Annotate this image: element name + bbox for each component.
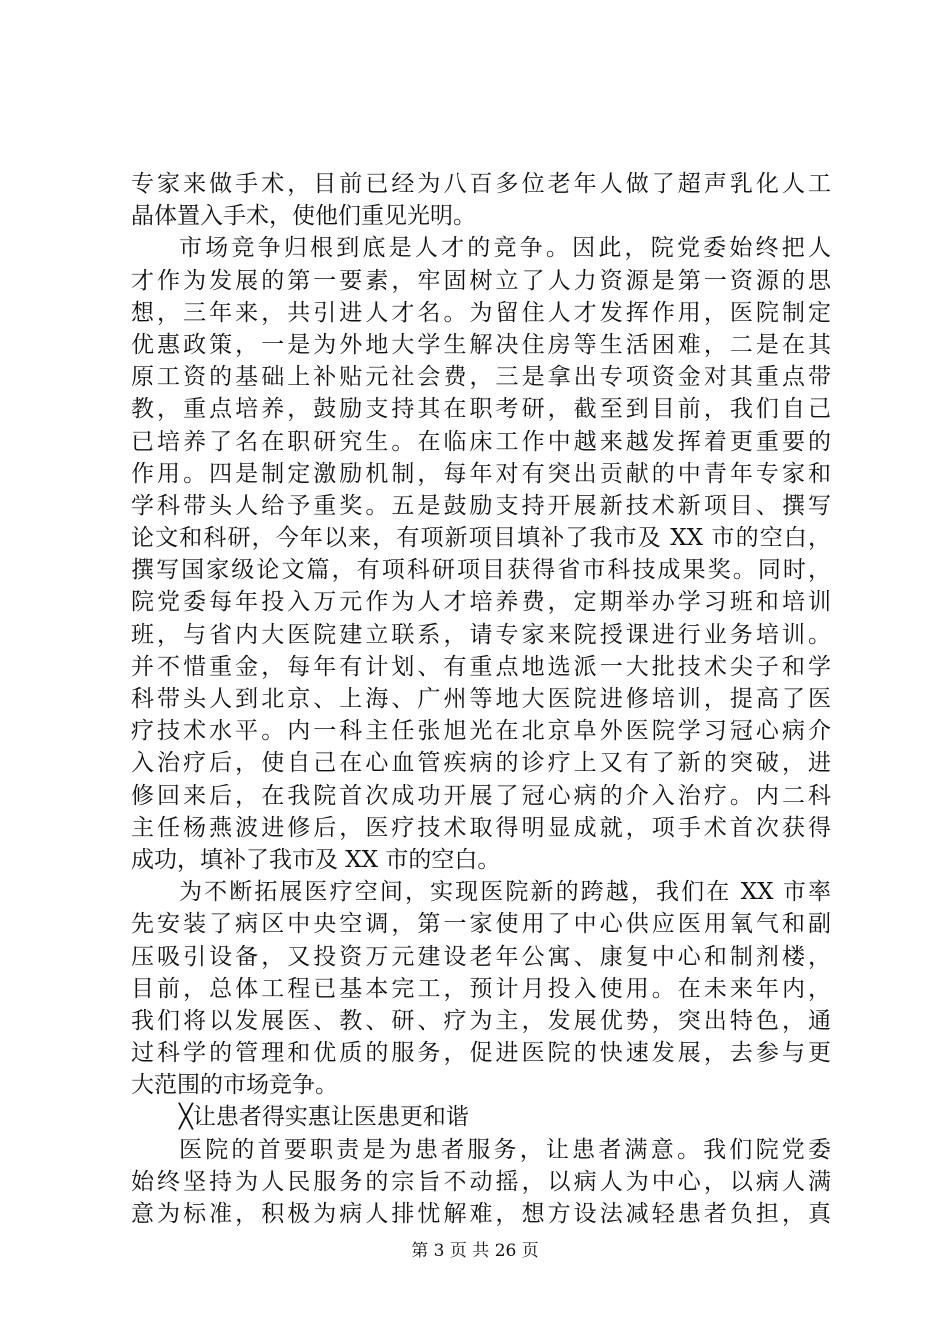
text-line: 先安装了病区中央空调，第一家使用了中心供应医用氧气和副 — [131, 911, 831, 938]
text-line: 我们将以发展医、教、研、疗为主，发展优势，突出特色，通 — [131, 1007, 831, 1034]
text-line: 作用。四是制定激励机制，每年对有突出贡献的中青年专家和 — [131, 460, 831, 487]
text-line: 入治疗后，使自己在心血管疾病的诊疗上又有了新的突破，进 — [131, 750, 831, 777]
document-body — [131, 168, 831, 1230]
text-line: 过科学的管理和优质的服务，促进医院的快速发展，去参与更 — [131, 1040, 831, 1067]
text-line: 晶体置入手术，使他们重见光明。 — [131, 203, 476, 230]
text-line: 目前，总体工程已基本完工，预计月投入使用。在未来年内， — [131, 975, 831, 1002]
text-line: ╳让患者得实惠让医患更和谐 — [179, 1104, 469, 1131]
text-line: 才作为发展的第一要素，牢固树立了人力资源是第一资源的思 — [131, 267, 831, 294]
text-line: 已培养了名在职研究生。在临床工作中越来越发挥着更重要的 — [131, 428, 831, 455]
text-line: 修回来后，在我院首次成功开展了冠心病的介入治疗。内二科 — [131, 782, 831, 809]
text-line: 原工资的基础上补贴元社会费，三是拿出专项资金对其重点带 — [131, 364, 831, 391]
text-line: 疗技术水平。内一科主任张旭光在北京阜外医院学习冠心病介 — [131, 718, 831, 745]
text-line: 教，重点培养，鼓励支持其在职考研，截至到目前，我们自己 — [131, 396, 831, 423]
text-line: 专家来做手术，目前已经为八百多位老年人做了超声乳化人工 — [131, 171, 831, 197]
text-line: 成功，填补了我市及 XX 市的空白。 — [131, 846, 501, 873]
text-line: 论文和科研，今年以来，有项新项目填补了我市及 XX 市的空白， — [131, 525, 831, 552]
text-line: 想，三年来，共引进人才名。为留住人才发挥作用，医院制定 — [131, 299, 831, 326]
text-line: 医院的首要职责是为患者服务，让患者满意。我们院党委 — [179, 1136, 831, 1163]
text-line: 为不断拓展医疗空间，实现医院新的跨越，我们在 XX 市率 — [179, 879, 831, 906]
text-line: 优惠政策，一是为外地大学生解决住房等生活困难，二是在其 — [131, 331, 831, 358]
text-line: 班，与省内大医院建立联系，请专家来院授课进行业务培训。 — [131, 621, 831, 648]
text-line: 撰写国家级论文篇，有项科研项目获得省市科技成果奖。同时， — [131, 557, 831, 584]
text-line: 科带头人到北京、上海、广州等地大医院进修培训，提高了医 — [131, 686, 831, 712]
text-line: 并不惜重金，每年有计划、有重点地选派一大批技术尖子和学 — [131, 653, 831, 680]
text-line: 大范围的市场竞争。 — [131, 1072, 338, 1099]
page-footer: 第 3 页 共 26 页 — [411, 1241, 539, 1261]
text-line: 压吸引设备，又投资万元建设老年公寓、康复中心和制剂楼， — [131, 943, 831, 970]
text-line: 院党委每年投入万元作为人才培养费，定期举办学习班和培训 — [131, 589, 831, 616]
text-line: 始终坚持为人民服务的宗旨不动摇，以病人为中心，以病人满 — [131, 1168, 831, 1195]
text-line: 主任杨燕波进修后，医疗技术取得明显成就，项手术首次获得 — [131, 814, 831, 841]
text-line: 意为标准，积极为病人排忧解难，想方设法减轻患者负担，真 — [131, 1201, 831, 1227]
text-line: 学科带头人给予重奖。五是鼓励支持开展新技术新项目、撰写 — [131, 492, 831, 519]
text-line: 市场竞争归根到底是人才的竞争。因此，院党委始终把人 — [179, 235, 831, 262]
